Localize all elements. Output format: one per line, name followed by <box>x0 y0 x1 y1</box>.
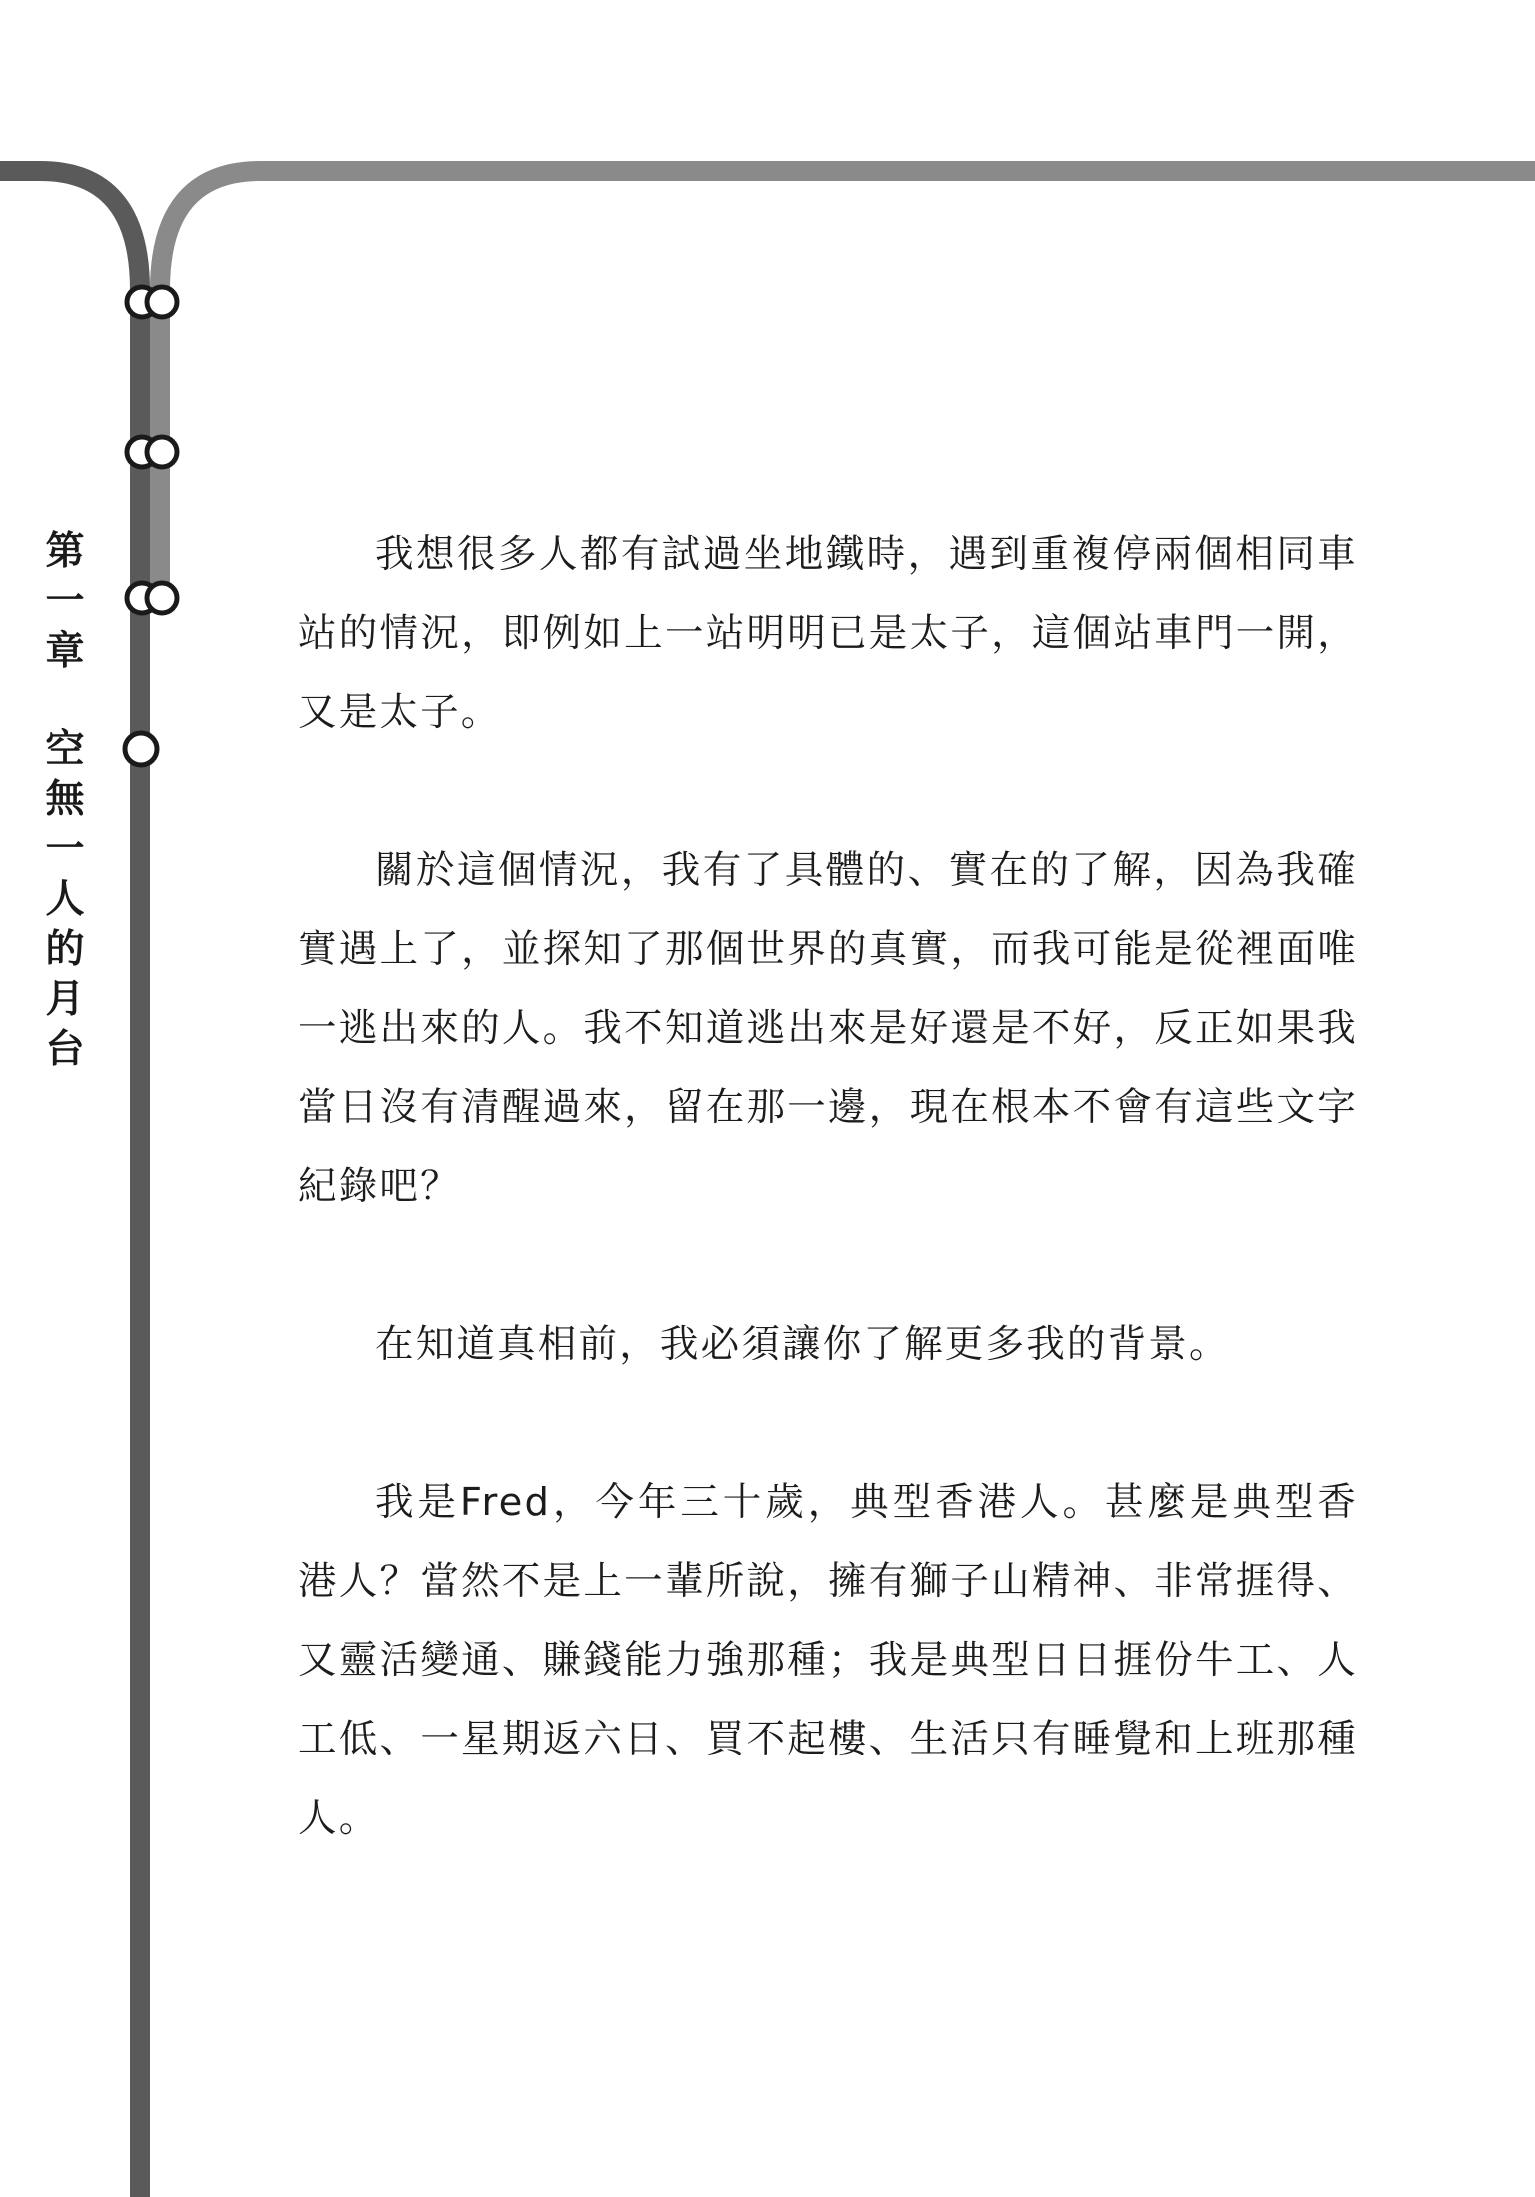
paragraph: 關於這個情況，我有了具體的、實在的了解，因為我確實遇上了，並探知了那個世界的真實，而我可能是從裡面唯一逃出來的人。我不知道逃出來是好還是不好，反正如果我當日沒有清醒過來，留在那一邊，現在根本不會有這些文字紀錄吧？ <box>298 848 1358 1209</box>
station-interchange-2 <box>127 437 177 467</box>
paragraph-spacer <box>298 1226 1358 1305</box>
chapter-char: 的 <box>45 926 85 972</box>
chapter-char: 一 <box>45 826 85 872</box>
station-single <box>125 733 157 765</box>
station-interchange-3 <box>127 583 177 613</box>
paragraph-spacer <box>298 1384 1358 1463</box>
chapter-char: 月 <box>45 976 85 1022</box>
paragraph: 我想很多人都有試過坐地鐵時，遇到重複停兩個相同車站的情況，即例如上一站明明已是太子，這個站車門一開，又是太子。 <box>298 532 1358 735</box>
station-interchange-1 <box>127 287 177 317</box>
chapter-char: 一 <box>45 578 85 624</box>
chapter-char: 無 <box>45 776 85 822</box>
chapter-gap <box>40 676 90 724</box>
chapter-char: 人 <box>45 876 85 922</box>
body-text <box>298 515 1358 1858</box>
paragraph-spacer <box>298 752 1358 831</box>
paragraph: 在知道真相前，我必須讓你了解更多我的背景。 <box>375 1322 1230 1367</box>
metro-line-dark <box>0 171 140 2197</box>
chapter-char: 章 <box>45 628 85 674</box>
chapter-char: 台 <box>45 1026 85 1072</box>
paragraph: 我是Fred，今年三十歲，典型香港人。甚麼是典型香港人？當然不是上一輩所說，擁有獅子山精神、非常捱得、又靈活變通、賺錢能力強那種；我是典型日日捱份牛工、人工低、一星期返六日、買不起樓、生活只有睡覺和上班那種人。 <box>298 1480 1358 1841</box>
chapter-char: 空 <box>45 726 85 772</box>
chapter-heading-vertical <box>40 526 90 1074</box>
chapter-char: 第 <box>45 528 85 574</box>
